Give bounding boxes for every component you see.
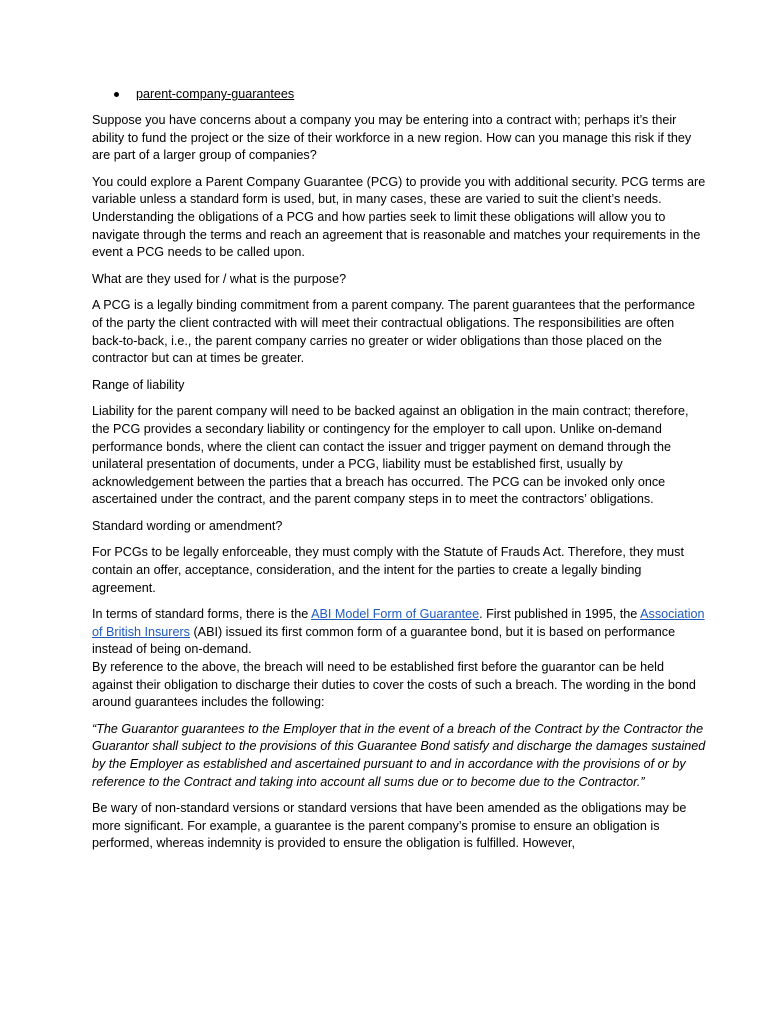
abi-model-form-link[interactable]: ABI Model Form of Guarantee (311, 607, 480, 622)
text-segment: . First published in 1995, the (479, 607, 641, 622)
bullet-heading: parent-company-guarantees (136, 87, 295, 101)
paragraph-pcg-definition: A PCG is a legally binding commitment from a parent company. The parent guarantees that the performance of the party the client contracted with will meet their contractual obligations. The responsibilities are often back-to-back, i.e., the parent company carries no greater or wider obligations than those placed on the contractor but can at times be greater. (92, 298, 695, 366)
paragraph-intro: Suppose you have concerns about a company you may be entering into a contract with; perhaps it’s their ability to fund the project or the size of their workforce in a new region. How can you manage this risk if they are part of a larger group of companies? (92, 113, 692, 163)
heading-standard-wording: Standard wording or amendment? (92, 518, 283, 533)
heading-purpose: What are they used for / what is the purpose? (92, 271, 347, 286)
heading-range-of-liability: Range of liability (92, 377, 185, 392)
text-segment: In terms of standard forms, there is the (92, 607, 312, 622)
abi-association-link[interactable]: Association of British Insurers (92, 607, 705, 639)
guarantee-quote: “The Guarantor guarantees to the Employer that in the event of a breach of the Contract by the Contractor the Guarantor shall subject to the provisions of this Guarantee Bond satisfy and discharge the damages sustained by the Employer as established and ascertained pursuant to and in accordance with the provisions of or by reference to the Contract and taking into account all sums due or to become due to the Contractor.” (92, 721, 706, 789)
paragraph-pcg-explore: You could explore a Parent Company Guarantee (PCG) to provide you with additional security. PCG terms are variable unless a standard form is used, but, in many cases, these are varied to suit the client’s needs. (92, 174, 706, 207)
paragraph-non-standard: Be wary of non-standard versions or standard versions that have been amended as the obligations may be more significant. For example, a guarantee is the parent company’s promise to ensure an obligation is performed, whereas indemnity is provided to ensure the obligation is fulfilled. However, (92, 801, 687, 851)
paragraph-liability: Liability for the parent company will need to be backed against an obligation in the main contract; therefore, the PCG provides a secondary liability or contingency for the employer to call upon. Unlike on-demand performance bonds, where the client can contact the issuer and trigger payment on demand through the unilateral presentation of documents, under a PCG, liability must be established first, usually by acknowledgement between the parties that a breach has occurred. The PCG can be invoked only once ascertained under the contract, and the parent company steps in to meet the contractors’ obligations. (92, 404, 689, 507)
paragraph-enforceable: For PCGs to be legally enforceable, they must comply with the Statute of Frauds Act. Therefore, they must contain an offer, acceptance, consideration, and the intent for the parties to create a legally binding agreement. (92, 545, 684, 595)
paragraph-breach-reference: By reference to the above, the breach will need to be established first before the guarantor can be held against their obligation to discharge their duties to cover the costs of such a breach. The wording in the bond around guarantees includes the following: (92, 660, 696, 710)
bullet-item (114, 86, 708, 102)
bullet-dot-icon (114, 92, 119, 97)
text-segment: (ABI) issued its first common form of a guarantee bond, but it is based on performance instead of being on-demand. (92, 624, 676, 657)
paragraph-pcg-understanding: Understanding the obligations of a PCG and how parties seek to limit these obligations will allow you to navigate through the terms and reach an agreement that is reasonable and matches your requirements in the event a PCG needs to be called upon. (92, 209, 701, 260)
paragraph-standard-forms (92, 606, 708, 659)
